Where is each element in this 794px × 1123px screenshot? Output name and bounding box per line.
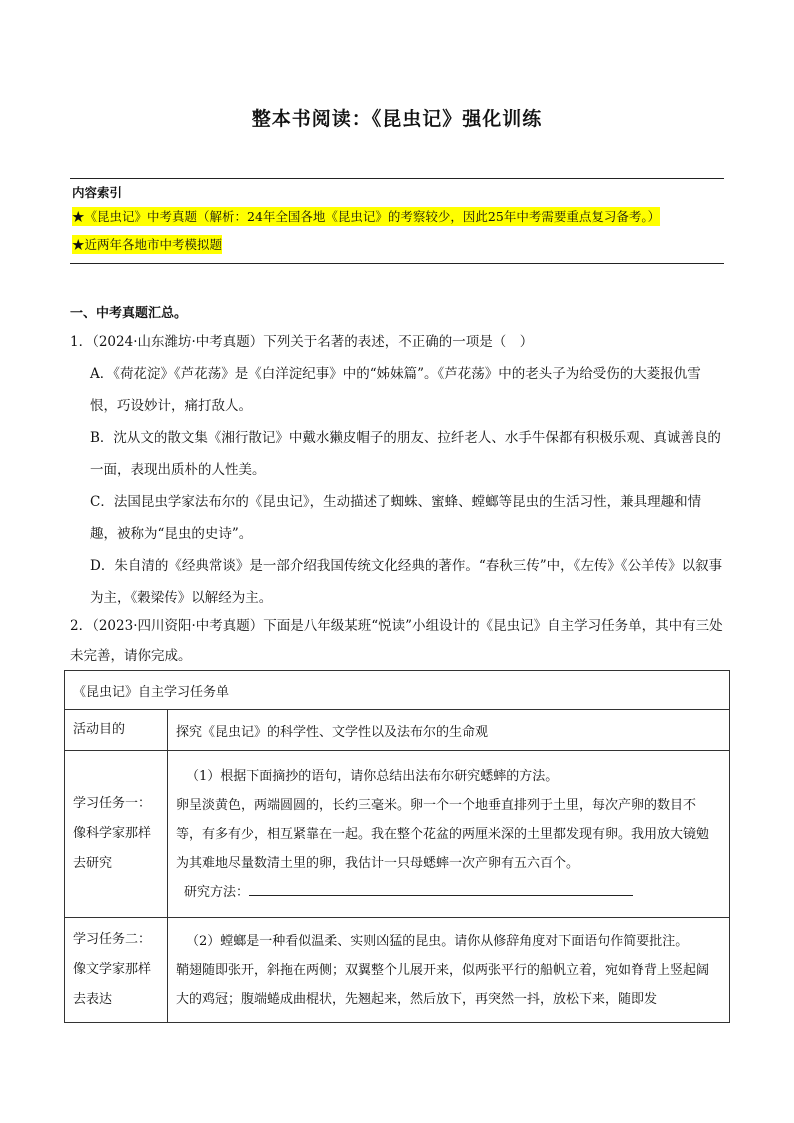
question-2-stem: 2．（2023·四川资阳·中考真题）下面是八年级某班“悦读”小组设计的《昆虫记》自主学习任务单，其中有三处未完善，请你完成。 (70, 618, 723, 664)
content-index-heading: 内容索引 (72, 185, 123, 200)
task2-label: 学习任务二：像文学家那样去表达 (65, 918, 168, 1023)
question-1-stem: 1．（2024·山东潍坊·中考真题）下列关于名著的表述，不正确的一项是（ ） (70, 334, 534, 350)
task1-label: 学习任务一：像科学家那样去研究 (65, 751, 168, 918)
page-title: 整本书阅读：《昆虫记》强化训练 (251, 108, 543, 130)
goal-text: 探究《昆虫记》的科学性、文学性以及法布尔的生命观 (168, 710, 730, 751)
task1-answer-blank[interactable] (249, 881, 633, 896)
question-1-option-d: D．朱自清的《经典常谈》是一部介绍我国传统文化经典的著作。“春秋三传”中，《左传》《公羊传》以叙事为主，《穀梁传》以解经为主。 (90, 558, 723, 606)
task1-prompt: （1）根据下面摘抄的语句，请你总结出法布尔研究蟋蟀的方法。 (186, 768, 559, 784)
task2-prompt: （2）螳螂是一种看似温柔、实则凶猛的昆虫。请你从修辞角度对下面语句作简要批注。 (186, 933, 689, 949)
question-1-option-c: C．法国昆虫学家法布尔的《昆虫记》，生动描述了蜘蛛、蜜蜂、螳螂等昆虫的生活习性，兼具理趣和情趣，被称为“昆虫的史诗”。 (90, 494, 702, 542)
section-heading: 一、中考真题汇总。 (70, 306, 188, 321)
task1-quote: 卵呈淡黄色，两端圆圆的，长约三毫米。卵一个一个地垂直排列于土里，每次产卵的数目不等，有多有少，相互紧靠在一起。我在整个花盆的两厘米深的土里都发现有卵。我用放大镜勉为其难地尽量数清土里的卵，我估计一只母蟋蟀一次产卵有五六百个。 (176, 797, 710, 871)
task2-cell (168, 918, 730, 1023)
content-index-box (70, 178, 724, 264)
task1-cell (168, 751, 730, 918)
content-index-line-2: ★近两年各地市中考模拟题 (72, 237, 223, 252)
goal-label: 活动目的 (65, 710, 168, 751)
content-index-line-1: ★《昆虫记》中考真题（解析：24年全国各地《昆虫记》的考察较少，因此25年中考需要重点复习备考。） (72, 209, 661, 224)
task2-quote: 鞘翅随即张开，斜拖在两侧；双翼整个儿展开来，似两张平行的船帆立着，宛如脊背上竖起阔大的鸡冠；腹端蜷成曲棍状，先翘起来，然后放下，再突然一抖，放松下来，随即发 (176, 962, 710, 1007)
question-1-option-b: B．沈从文的散文集《湘行散记》中戴水獭皮帽子的朋友、拉纤老人、水手牛保都有积极乐观、真诚善良的一面，表现出质朴的人性美。 (90, 430, 721, 478)
question-1-option-a: A．《荷花淀》《芦花荡》是《白洋淀纪事》中的“姊妹篇”。《芦花荡》中的老头子为给受伤的大菱报仇雪恨，巧设妙计，痛打敌人。 (90, 366, 701, 414)
task-sheet-table (64, 670, 730, 1023)
table-title: 《昆虫记》自主学习任务单 (65, 671, 730, 710)
task1-answer-label: 研究方法： (184, 884, 250, 900)
